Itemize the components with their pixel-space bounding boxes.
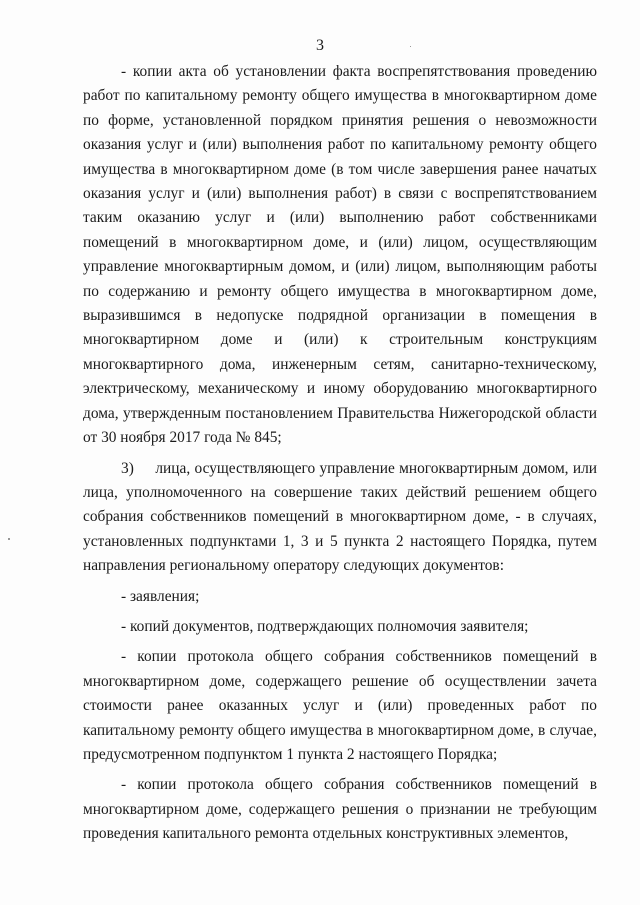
paragraph-item-3: 3) лица, осуществляющего управление многоквартирным домом, или лица, уполномоченного на совершение таких действий решением общего собрания собственников помещений в многоквартирном доме, - в случаях, установленных подпунктами 1, 3 и 5 пункта 2 настоящего Порядка, путем направления региональному оператору следующих документов:: [83, 459, 601, 575]
paragraph-application: - заявления;: [121, 587, 200, 605]
paragraph-protocol-recognition: - копии протокола общего собрания собственников помещений в многоквартирном доме, содержащего решения о признании не требующим проведения капитального ремонта отдельных конструктивных элементов,: [83, 776, 597, 843]
paragraph-authority-copies: - копий документов, подтверждающих полномочия заявителя;: [121, 617, 529, 635]
paragraph-protocol-offset: - копии протокола общего собрания собственников помещений в многоквартирном доме, содержащего решение об осуществлении зачета стоимости ранее оказанных услуг и (или) проведенных работ по капитальному ремонту общего имущества в многоквартирном доме, в случае, предусмотренном подпунктом 1 пункта 2 настоящего Порядка;: [83, 648, 597, 763]
scan-speck: [8, 538, 10, 540]
page-number: 3: [316, 37, 324, 54]
document-body: [83, 60, 601, 847]
scan-speck: [410, 46, 411, 47]
paragraph-act-copy: - копии акта об установлении факта воспрепятствования проведению работ по капитальному ремонту общего имущества в многоквартирном доме по форме, установленной порядком принятия решения о невозможности оказания услуг и (или) выполнения работ по капитальному ремонту общего имущества в многоквартирном доме (в том числе завершения ранее начатых оказания услуг и (или) выполнения работ) в связи с воспрепятствованием таким оказанию услуг и (или) выполнению работ собственниками помещений в многоквартирном доме, и (или) лицом, осуществляющим управление многоквартирным домом, и (или) лицом, выполняющим работы по содержанию и ремонту общего имущества в многоквартирном доме, выразившимся в недопуске подрядной организации в помещения в многоквартирном доме и (или) к строительным конструкциям многоквартирного дома, инженерным сетям, санитарно-техническому, электрическому, механическому и иному оборудованию многоквартирного дома, утвержденным постановлением Правительства Нижегородской области от 30 ноября 2017 года № 845;: [83, 63, 597, 447]
